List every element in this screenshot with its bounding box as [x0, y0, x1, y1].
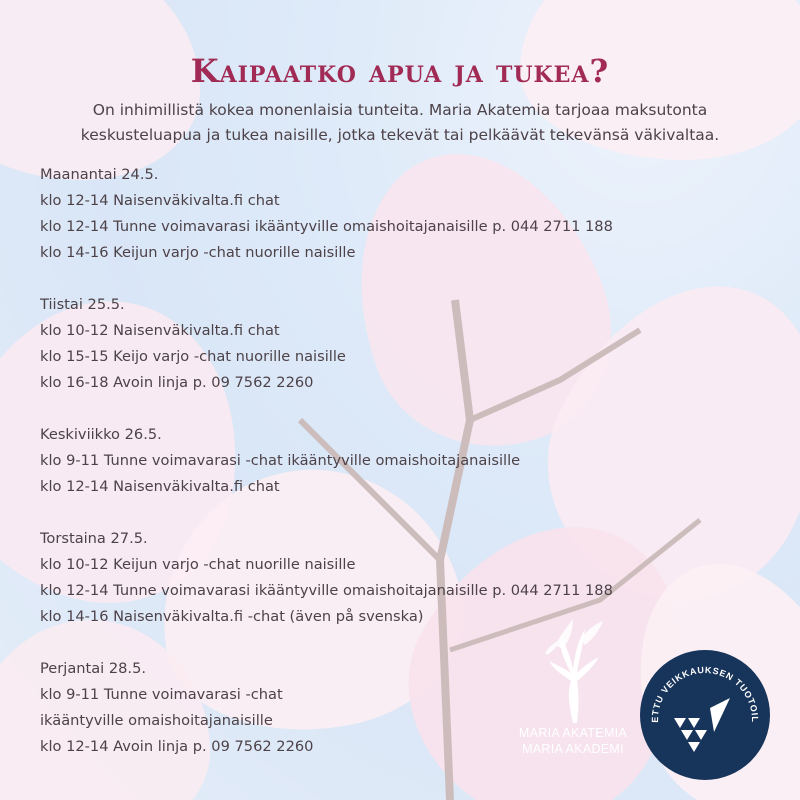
day-wednesday — [40, 422, 760, 500]
schedule-line: klo 12-14 Tunne voimavarasi ikääntyville omaishoitajanaisille p. 044 2711 188 — [40, 218, 613, 235]
intro-text — [50, 98, 750, 148]
schedule-line: klo 12-14 Naisenväkivalta.fi chat — [40, 478, 280, 495]
intro-line: On inhimillistä kokea monenlaisia tunteita. Maria Akatemia tarjoaa maksutonta — [92, 101, 708, 119]
schedule-line: klo 10-12 Naisenväkivalta.fi chat — [40, 322, 280, 339]
schedule-line: klo 14-16 Naisenväkivalta.fi -chat (även på svenska) — [40, 608, 424, 625]
schedule-line: klo 9-11 Tunne voimavarasi -chat ikääntyville omaishoitajanaisille — [40, 452, 521, 469]
logo-line: MARIA AKATEMIA — [518, 726, 628, 740]
tree-logo-icon — [533, 615, 613, 725]
schedule-line: klo 9-11 Tunne voimavarasi -chat — [40, 686, 283, 703]
svg-text:TUETTU VEIKKAUKSEN TUOTOILLA — [640, 650, 760, 723]
veikkaus-badge-graphic — [640, 650, 770, 780]
schedule-line: klo 15-15 Keijo varjo -chat nuorille naisille — [40, 348, 346, 365]
veikkaus-v-icon — [674, 698, 730, 752]
maria-akatemia-logo — [508, 615, 638, 775]
day-monday — [40, 162, 760, 266]
veikkaus-badge — [640, 650, 770, 780]
schedule-line: klo 16-18 Avoin linja p. 09 7562 2260 — [40, 374, 314, 391]
page-title: Kaipaatko apua ja tukea? — [190, 52, 610, 90]
day-tuesday — [40, 292, 760, 396]
day-heading: Tiistai 25.5. — [40, 296, 125, 313]
intro-line: keskusteluapua ja tukea naisille, jotka tekevät tai pelkäävät tekevänsä väkivaltaa. — [80, 126, 720, 144]
schedule-line: klo 12-14 Naisenväkivalta.fi chat — [40, 192, 280, 209]
day-thursday — [40, 526, 760, 630]
schedule-line: klo 14-16 Keijun varjo -chat nuorille naisille — [40, 244, 356, 261]
day-heading: Torstaina 27.5. — [40, 530, 148, 547]
day-heading: Maanantai 24.5. — [40, 166, 159, 183]
day-heading: Perjantai 28.5. — [40, 660, 146, 677]
day-heading: Keskiviikko 26.5. — [40, 426, 162, 443]
schedule-line: ikääntyville omaishoitajanaisille — [40, 712, 273, 729]
logo-line: MARIA AKADEMI — [522, 742, 624, 756]
schedule-line: klo 10-12 Keijun varjo -chat nuorille naisille — [40, 556, 356, 573]
badge-text: ETTU VEIKKAUKSEN TUOTOIL — [649, 664, 761, 723]
schedule-line: klo 12-14 Tunne voimavarasi ikääntyville omaishoitajanaisille p. 044 2711 188 — [40, 582, 613, 599]
schedule-line: klo 12-14 Avoin linja p. 09 7562 2260 — [40, 738, 314, 755]
